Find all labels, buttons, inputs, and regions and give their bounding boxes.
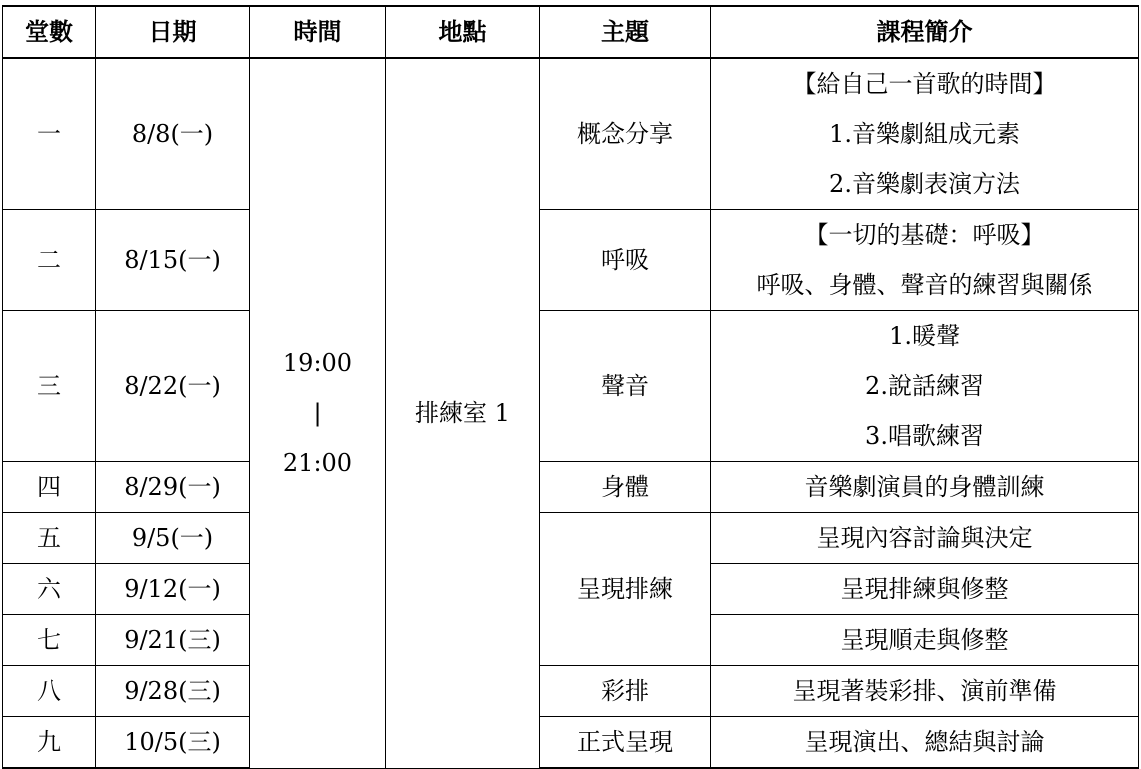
description-line: 1.暖聲 [889, 322, 960, 350]
time-start: 19:00 [282, 349, 353, 378]
description-line: 呈現著裝彩排、演前準備 [792, 677, 1057, 705]
header-row [3, 6, 1139, 58]
date-cell: 8/8(一) [96, 58, 250, 210]
session-cell: 八 [3, 666, 96, 717]
session-cell: 三 [3, 311, 96, 462]
table-row [3, 666, 1139, 717]
date-cell: 10/5(三) [96, 717, 250, 769]
topic-cell: 彩排 [540, 666, 711, 717]
description-cell [711, 462, 1139, 513]
header-description: 課程簡介 [711, 6, 1139, 58]
description-cell [711, 666, 1139, 717]
description-line: 1.音樂劇組成元素 [829, 120, 1020, 148]
table-row [3, 462, 1139, 513]
topic-cell: 呼吸 [540, 210, 711, 311]
description-cell [711, 58, 1139, 210]
description-line: 音樂劇演員的身體訓練 [804, 473, 1045, 501]
time-end: 21:00 [282, 449, 353, 478]
time-separator: | [313, 399, 322, 428]
date-cell: 8/22(一) [96, 311, 250, 462]
description-line: 呈現排練與修整 [840, 575, 1009, 603]
topic-cell: 呈現排練 [540, 513, 711, 666]
description-line: 呼吸、身體、聲音的練習與關係 [756, 271, 1093, 299]
time-cell [250, 58, 386, 768]
date-cell: 9/12(一) [96, 564, 250, 615]
table-row [3, 210, 1139, 311]
header-topic: 主題 [540, 6, 711, 58]
description-line: 【一切的基礎：呼吸】 [804, 221, 1045, 249]
description-line: 2.音樂劇表演方法 [829, 170, 1020, 198]
date-cell: 8/29(一) [96, 462, 250, 513]
description-line: 3.唱歌練習 [865, 422, 984, 450]
session-cell: 九 [3, 717, 96, 769]
table-row [3, 717, 1139, 769]
header-session: 堂數 [3, 6, 96, 58]
description-cell [711, 564, 1139, 615]
description-line: 呈現內容討論與決定 [816, 524, 1033, 552]
table-row [3, 513, 1139, 564]
description-line: 【給自己一首歌的時間】 [792, 70, 1057, 98]
session-cell: 六 [3, 564, 96, 615]
date-cell: 8/15(一) [96, 210, 250, 311]
topic-cell: 概念分享 [540, 58, 711, 210]
description-line: 2.說話練習 [865, 372, 984, 400]
date-cell: 9/21(三) [96, 615, 250, 666]
table-row [3, 311, 1139, 462]
description-cell [711, 210, 1139, 311]
description-cell [711, 311, 1139, 462]
description-cell [711, 615, 1139, 666]
session-cell: 五 [3, 513, 96, 564]
session-cell: 一 [3, 58, 96, 210]
session-cell: 七 [3, 615, 96, 666]
table-row [3, 58, 1139, 210]
topic-cell: 聲音 [540, 311, 711, 462]
description-line: 呈現順走與修整 [840, 626, 1009, 654]
description-cell [711, 717, 1139, 769]
header-time: 時間 [250, 6, 386, 58]
location-cell: 排練室 1 [386, 58, 540, 768]
topic-cell: 身體 [540, 462, 711, 513]
header-date: 日期 [96, 6, 250, 58]
session-cell: 四 [3, 462, 96, 513]
header-location: 地點 [386, 6, 540, 58]
date-cell: 9/28(三) [96, 666, 250, 717]
session-cell: 二 [3, 210, 96, 311]
description-line: 呈現演出、總結與討論 [804, 728, 1045, 756]
topic-cell: 正式呈現 [540, 717, 711, 769]
description-cell [711, 513, 1139, 564]
course-schedule-table [2, 5, 1139, 769]
date-cell: 9/5(一) [96, 513, 250, 564]
